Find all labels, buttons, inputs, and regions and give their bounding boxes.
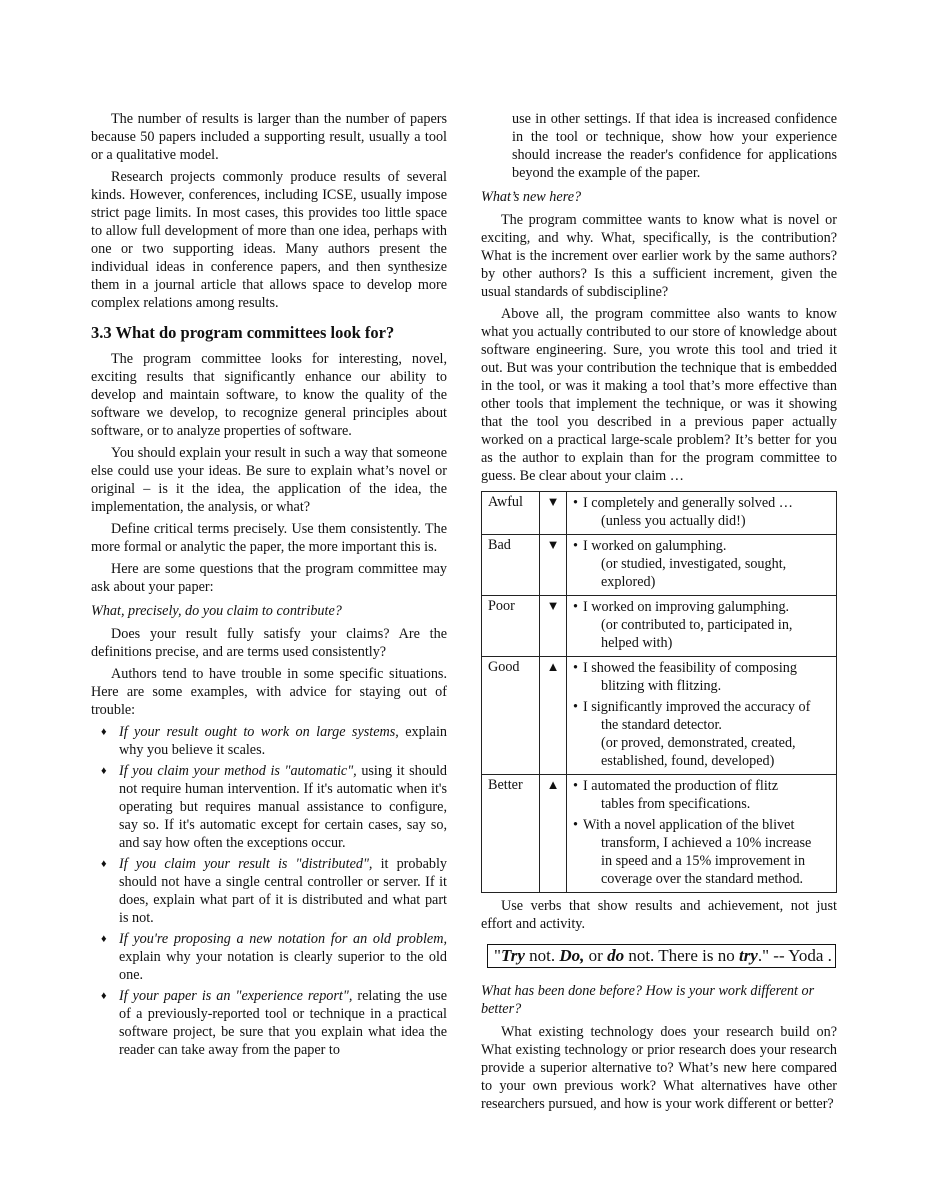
- paragraph: Authors tend to have trouble in some specific situations. Here are some examples, with advice for staying out of trouble:: [91, 666, 447, 718]
- paragraph: Research projects commonly produce results of several kinds. However, conferences, including ICSE, usually impose strict page limits. In most cases, this provides too little space to allow full development of more than one idea, perhaps with one or two supporting ideas. Many authors present the individual ideas in conference papers, and then synthesize them in a journal article that allows space to develop more complex relations among results.: [91, 169, 447, 311]
- subheading: What, precisely, do you claim to contribute?: [91, 603, 342, 619]
- paragraph: Use verbs that show results and achievement, not just effort and activity.: [481, 898, 837, 932]
- example-text: I worked on galumphing.: [583, 538, 727, 554]
- bullet-lead: If your result ought to work on large systems: [119, 724, 396, 740]
- diamond-bullet-icon: ♦: [101, 933, 107, 945]
- level-label: Good: [482, 657, 540, 775]
- bullet-icon: •: [573, 778, 578, 794]
- example-text: I completely and generally solved …: [583, 495, 793, 511]
- example-continuation: (or contributed to, participated in,: [601, 617, 793, 633]
- example-continuation: (or proved, demonstrated, created,: [601, 735, 796, 751]
- paragraph: Define critical terms precisely. Use them consistently. The more formal or analytic the paper, the more important this is.: [91, 521, 447, 555]
- down-arrow-icon: ▼: [540, 535, 567, 596]
- paragraph: The program committee wants to know what is novel or exciting, and why. What, specifically, is the contribution? What is the increment over earlier work by the same authors? by other authors? Is this a sufficient increment, given the usual standards of subdiscipline?: [481, 212, 837, 300]
- bullet-continuation: use in other settings. If that idea is increased confidence in the tool or technique, show how your experience should increase the reader's confidence for applications beyond the example of the paper.: [512, 111, 837, 181]
- list-item: [91, 723, 447, 759]
- bullet-text: relating the use of a previously-reported tool or technique in a practical software project, be sure that you explain what idea the reader can take away from the paper to: [119, 988, 448, 1058]
- example: [573, 537, 830, 591]
- paragraph: Here are some questions that the program committee may ask about your paper:: [91, 561, 447, 595]
- bullet-text: , explain why you believe it scales.: [119, 724, 447, 758]
- example-continuation: blitzing with flitzing.: [601, 678, 722, 694]
- diamond-bullet-icon: ♦: [101, 990, 107, 1002]
- paragraph: Does your result fully satisfy your claims? Are the definitions precise, and are terms used consistently?: [91, 626, 447, 660]
- bullet-text: it probably should not have a single central controller or server. If it does, explain what part of it is distributed and what part is not.: [119, 856, 447, 926]
- example: [573, 598, 830, 652]
- level-label: Bad: [482, 535, 540, 596]
- example-text: I showed the feasibility of composing: [583, 660, 797, 676]
- examples-cell: [567, 492, 837, 535]
- paragraph: The number of results is larger than the number of papers because 50 papers included a supporting result, usually a tool or a qualitative model.: [91, 111, 447, 163]
- paragraph: The program committee looks for interesting, novel, exciting results that significantly enhance our ability to develop and maintain software, to know the quality of the software we develop, to recognize general principles about software, or to analyze properties of software.: [91, 351, 447, 439]
- yoda-quote-box: "Try not. Do, or do not. There is no try." -- Yoda .: [487, 944, 836, 968]
- examples-cell: [567, 775, 837, 893]
- diamond-bullet-icon: ♦: [101, 726, 107, 738]
- bullet-icon: •: [573, 495, 578, 511]
- bullet-icon: •: [573, 699, 578, 715]
- examples-cell: [567, 535, 837, 596]
- bullet-lead: If your paper is an "experience report",: [119, 988, 353, 1004]
- examples-cell: [567, 657, 837, 775]
- table-row: [482, 775, 837, 893]
- example: [573, 659, 830, 695]
- level-label: Awful: [482, 492, 540, 535]
- bullet-text: explain why your notation is clearly superior to the old one.: [119, 949, 447, 983]
- down-arrow-icon: ▼: [540, 596, 567, 657]
- advice-list: [91, 723, 447, 1059]
- example-continuation: established, found, developed): [601, 753, 775, 769]
- bullet-icon: •: [573, 660, 578, 676]
- example: [573, 816, 830, 888]
- subheading: What has been done before? How is your work different or better?: [481, 983, 815, 1017]
- example-continuation: (or studied, investigated, sought,: [601, 556, 787, 572]
- bullet-icon: •: [573, 538, 578, 554]
- example-continuation: transform, I achieved a 10% increase: [601, 835, 812, 851]
- right-column: [481, 110, 837, 1117]
- left-column: [91, 110, 447, 1062]
- example-continuation: (unless you actually did!): [601, 513, 746, 529]
- example: [573, 698, 830, 770]
- table-row: [482, 596, 837, 657]
- table-row: [482, 492, 837, 535]
- example: [573, 494, 830, 530]
- example-continuation: coverage over the standard method.: [601, 871, 804, 887]
- table-row: [482, 657, 837, 775]
- bullet-icon: •: [573, 817, 578, 833]
- example-continuation: helped with): [601, 635, 673, 651]
- diamond-bullet-icon: ♦: [101, 765, 107, 777]
- list-item: [91, 930, 447, 984]
- bullet-lead: If you claim your result is "distributed",: [119, 856, 373, 872]
- list-item: [91, 762, 447, 852]
- subheading: What’s new here?: [481, 189, 582, 205]
- table-row: [482, 535, 837, 596]
- example-continuation: tables from specifications.: [601, 796, 751, 812]
- example-continuation: explored): [601, 574, 656, 590]
- example-text: I worked on improving galumphing.: [583, 599, 790, 615]
- list-item: [91, 855, 447, 927]
- diamond-bullet-icon: ♦: [101, 858, 107, 870]
- paragraph: You should explain your result in such a way that someone else could use your ideas. Be sure to explain what’s novel or original – is it the idea, the application of the idea, the implementation, the analysis, or what?: [91, 445, 447, 515]
- bullet-icon: •: [573, 599, 578, 615]
- example: [573, 777, 830, 813]
- up-arrow-icon: ▲: [540, 775, 567, 893]
- paragraph: Above all, the program committee also wants to know what you actually contributed to our store of knowledge about software engineering. Sure, you wrote this tool and tried it out. But was your contribution the technique that is embedded in the tool, or was it making a tool that’s more effective than other tools that implement the technique, or was it showing that the tool you described in a previous paper actually worked on a practical large-scale problem? It’s better for you as the author to explain than for the program committee to guess. Be clear about your claim …: [481, 306, 837, 484]
- up-arrow-icon: ▲: [540, 657, 567, 775]
- bullet-text: using it should not require human intervention. If it's automatic when it's operating but requires manual assistance to configure, say so. If it's automatic except for certain cases, say so, and say how often the exceptions occur.: [119, 763, 447, 851]
- down-arrow-icon: ▼: [540, 492, 567, 535]
- bullet-lead: If you're proposing a new notation for an old problem,: [119, 931, 447, 947]
- section-heading: 3.3 What do program committees look for?: [91, 323, 395, 342]
- example-continuation: the standard detector.: [601, 717, 722, 733]
- example-continuation: in speed and a 15% improvement in: [601, 853, 806, 869]
- example-text: I automated the production of flitz: [583, 778, 779, 794]
- example-text: With a novel application of the blivet: [583, 817, 795, 833]
- example-text: I significantly improved the accuracy of: [583, 699, 811, 715]
- examples-cell: [567, 596, 837, 657]
- bullet-lead: If you claim your method is "automatic",: [119, 763, 357, 779]
- paragraph: What existing technology does your research build on? What existing technology or prior research does your research provide a superior alternative to? What’s new here compared to your own previous work? What alternatives have other researchers pursued, and how is your work different or better?: [481, 1024, 837, 1112]
- claims-table: [481, 491, 837, 893]
- list-item: [91, 987, 447, 1059]
- level-label: Poor: [482, 596, 540, 657]
- level-label: Better: [482, 775, 540, 893]
